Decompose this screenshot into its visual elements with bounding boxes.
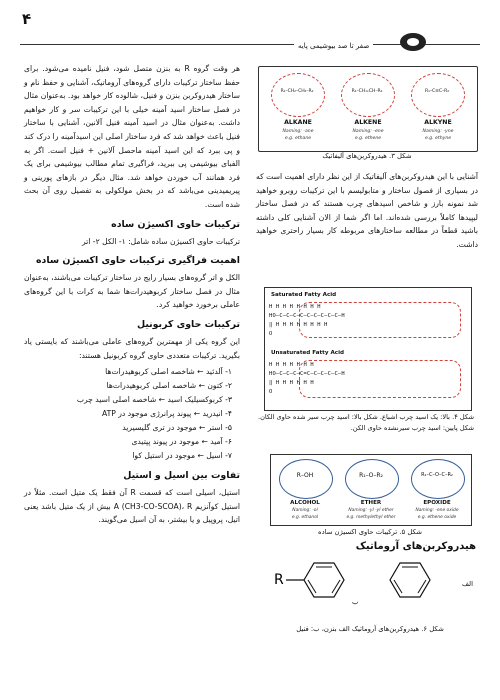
list-item: ۴- انیدرید ← پیوند پرانرژی موجود در ATP <box>102 409 232 419</box>
functional-group-ring <box>411 73 465 117</box>
formula-row: HO–C–C–C–C–C–C–C–C–C–H <box>269 313 345 319</box>
right-column <box>256 170 478 255</box>
paragraph: این گروه یکی از مهمترین گروه‌های عاملی می‌باشند که بایستی یاد بگیرید. ترکیبات متعددی حاوی گروه کربونیل هستند: <box>24 336 240 360</box>
figure-oxygen-compounds <box>270 454 472 526</box>
list-item: ۳- کربوکسیلیک اسید ← شاخصه اصلی اسید چرب <box>76 395 232 405</box>
structure-formula: R–OH <box>296 472 314 479</box>
group-name: ETHER <box>360 500 382 506</box>
formula-row: ‖ H H H H H H H H <box>269 322 328 328</box>
paragraph: آشنایی با این هیدروکربن‌های آلیفاتیک از این نظر دارای اهمیت است که در بسیاری از فصول ساختار و متابولیسم با این ترکیبات روبرو خواهید شد نمونه بارز و شاخص اسیدهای چرب هستند که در فصل ساختار لیپیدها کاملاً بررسی شده‌اند. اما اگر شما از الان آشنایی کلی داشته باشید قطعاً در مطالعه ساختارهای مربوطه کار بسیار راحتری خواهید داشت. <box>256 172 478 249</box>
structure-formula: R₁–C≡C–R₂ <box>424 89 450 94</box>
figure-caption: شکل ۶. هیدروکربن‌های آروماتیک الف بنزن، ب: فنیل <box>296 625 444 633</box>
ether-panel <box>339 458 403 522</box>
figure-aromatic <box>270 560 470 620</box>
epoxide-panel <box>405 458 469 522</box>
benzene-ring <box>390 563 430 597</box>
running-title: صفر تا صد بیوشیمی پایه <box>294 42 373 50</box>
alkene-highlight <box>299 360 461 398</box>
section-heading: ترکیبات حاوی کربونیل <box>136 318 240 330</box>
paragraph: استیل، اسیلی است که قسمت R آن فقط یک متیل است. مثلاً در استیل کوآنزیم A (CH3-CO-SCOA)، R بیش از یک متیل باشد یعنی اتیل، پروپیل و یا بیشتر، به آن اسیل می‌گویند. <box>24 488 240 525</box>
figure-fatty-acids <box>264 287 472 411</box>
section-heading: اهمیت فراگیری ترکیبات حاوی اکسیژن ساده <box>35 255 240 267</box>
formula-row: ‖ H H H H H H <box>269 380 314 386</box>
paragraph: الکل و اتر گروه‌های بسیار رایج در ساختار ترکیبات می‌باشند، به‌عنوان مثال در فصل ساختار کربوهیدرات‌ها شما به کرات با این گروه‌های عاملی برخورد خواهید کرد. <box>24 273 240 310</box>
r-group-label: R <box>274 572 284 588</box>
list-item: ۲- کتون ← شاخصه اصلی کربوهیدرات‌ها <box>106 381 232 391</box>
double-bond <box>418 580 426 593</box>
group-name: ALKENE <box>354 119 382 126</box>
group-name: EPOXIDE <box>423 500 451 506</box>
formula-row: O <box>269 331 273 337</box>
benzene-structure <box>390 563 430 597</box>
alkene-panel <box>333 71 403 147</box>
structure-formula: R₁–CH=CH–R₂ <box>351 89 383 94</box>
functional-group-ring <box>341 73 395 117</box>
figure-label: الف <box>462 580 473 588</box>
figure-caption: شکل ۴. بالا: یک اسید چرب اشباع. شکل بالا: اسید چرب سیر شده حاوی الکان. شکل پایین: اسید چرب سیرنشده حاوی الکن. <box>257 413 474 432</box>
formula-row: H H H H H H H <box>269 362 314 368</box>
section-heading: تفاوت بین اسیل و استیل <box>123 470 240 482</box>
functional-group-ring <box>279 459 333 499</box>
paragraph: ترکیبات حاوی اکسیژن ساده شامل: ۱- الکل ۲- اتر <box>81 236 240 246</box>
left-column <box>24 62 240 530</box>
formula-row: H H H H H H H H <box>269 304 321 310</box>
benzene-ring <box>304 563 344 597</box>
page-number: ۴ <box>22 10 32 28</box>
group-name: ALCOHOL <box>290 500 320 506</box>
naming-rule: Naming: -ene e.g. ethene <box>352 129 384 141</box>
carbonyl-list <box>24 365 240 463</box>
alcohol-panel <box>273 458 337 522</box>
section-heading: ترکیبات حاوی اکسیژن ساده <box>111 218 240 230</box>
alkane-highlight <box>299 302 461 338</box>
double-bond <box>332 580 340 593</box>
naming-rule: Naming: -ene oxide e.g. ethene oxide <box>415 508 459 520</box>
publisher-logo-icon <box>400 33 426 51</box>
naming-rule: Naming: -ane e.g. ethane <box>282 129 314 141</box>
structure-formula: R₁–C–O–C–R₂ <box>421 472 453 478</box>
paragraph: هر وقت گروه R به بنزن متصل شود، فنیل نامیده می‌شود. برای حفظ ساختار ترکیبات دارای گروه‌های آروماتیک، آشنایی و حفظ نام و ساختار هیدروکربن بنزن و فنیل، شالوده کار خواهد بود. به‌عنوان مثال در فصل ساختار اسید آمینه خیلی با این ترکیبات سر و کار خواهیم داشت. به‌عنوان مثال در اسید آمینه فنیل آلانین، آشنایی با ساختار فنیل باعث خواهد شد که فرد ساختار اصلی این اسیدآمینه را درک کند و پی ببرد که این اسید آمینه ماحصل آلانین + فنیل است. اگر به الفبای بیوشیمی پی ببرید، فراگیری تمام مطالب بیوشیمی برای یک فرد همانند آب خوردن خواهد شد. مثال دیگر در بازهای پورینی و پیریمیدینی می‌باشد که در بخش مولکولی به تفصیل روی آن بحث شده است. <box>24 64 241 209</box>
functional-group-ring <box>345 459 399 499</box>
figure-caption: شکل ۵. ترکیبات حاوی اکسیژن ساده <box>318 528 422 536</box>
naming-rule: Naming: -yl -yl ether e.g. methylethyl ether <box>346 508 396 520</box>
naming-rule: Naming: -yne e.g. ethyne <box>422 129 454 141</box>
section-heading: هیدروکربن‌های آروماتیک <box>355 541 476 552</box>
formula-row: HO–C–C–C–C=C–C–C–C–C–H <box>269 371 345 377</box>
formula-row: O <box>269 389 273 395</box>
list-item: ۵- استر ← موجود در تری گلیسیرید <box>122 423 232 433</box>
figure-label: ب <box>352 598 359 606</box>
list-item: ۱- آلدئید ← شاخصه اصلی کربوهیدرات‌ها <box>105 367 232 377</box>
phenyl-structure <box>274 563 344 597</box>
group-name: ALKANE <box>284 119 312 126</box>
alkane-panel <box>263 71 333 147</box>
figure-caption: شکل ۳. هیدروکربن‌های آلیفاتیک <box>322 152 412 160</box>
structure-formula: R₁–CH₂–CH₂–R₂ <box>280 89 314 94</box>
alkyne-panel <box>403 71 473 147</box>
structure-formula: R₁–O–R₂ <box>359 472 383 479</box>
list-item: ۷- اسیل ← موجود در استیل کوا <box>132 451 232 461</box>
saturated-title: Saturated Fatty Acid <box>271 292 337 298</box>
group-name: ALKYNE <box>424 119 452 126</box>
functional-group-ring <box>271 73 325 117</box>
double-bond <box>308 580 316 593</box>
functional-group-ring <box>411 459 465 499</box>
figure-aliphatic <box>258 66 478 152</box>
unsaturated-title: Unsaturated Fatty Acid <box>271 350 345 356</box>
double-bond <box>394 580 402 593</box>
list-item: ۶- آمید ← موجود در پیوند پپتیدی <box>131 437 232 447</box>
naming-rule: Naming: -ol e.g. ethanol <box>291 508 319 520</box>
